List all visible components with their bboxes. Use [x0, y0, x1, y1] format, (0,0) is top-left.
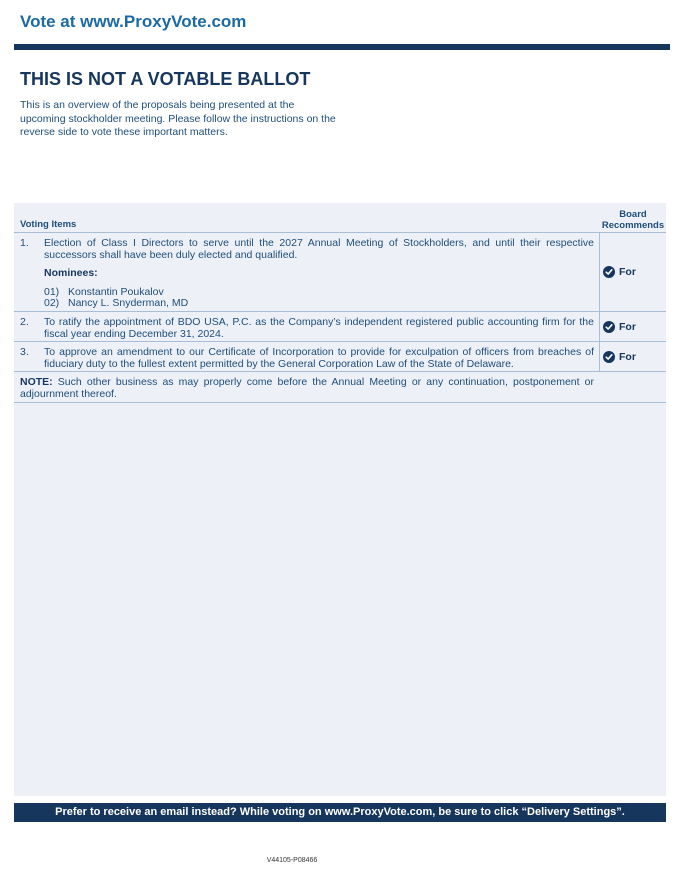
board-header-line2: Recommends	[601, 220, 665, 231]
nominee-item	[44, 297, 188, 309]
note-label: NOTE:	[20, 376, 53, 388]
nominee-number: 02)	[44, 297, 60, 309]
email-delivery-banner: Prefer to receive an email instead? While voting on www.ProxyVote.com, be sure to click “Delivery Settings”.	[14, 803, 666, 822]
recommendation-label: For	[619, 266, 636, 278]
recommendation-for	[603, 351, 636, 363]
check-circle-icon	[603, 266, 615, 278]
item-number: 3.	[20, 346, 29, 358]
nominee-name: Nancy L. Snyderman, MD	[68, 297, 189, 309]
item-text: To approve an amendment to our Certificate of Incorporation to provide for exculpation of officers from breaches of fiduciary duty to the fullest extent permitted by the General Corporation Law of the State of Delaware.	[44, 346, 594, 370]
board-header-line1: Board	[619, 209, 647, 220]
nominee-name: Konstantin Poukalov	[68, 286, 164, 298]
page-title: THIS IS NOT A VOTABLE BALLOT	[20, 69, 311, 89]
check-circle-icon	[603, 351, 615, 363]
recommendation-label: For	[619, 351, 636, 363]
recommendation-column-divider	[599, 233, 600, 371]
note-text: Such other business as may properly come before the Annual Meeting or any continuation, postponement or adjournment thereof.	[20, 376, 594, 400]
voting-items-header: Voting Items	[20, 219, 77, 230]
item-number: 2.	[20, 316, 29, 328]
header-divider	[14, 44, 670, 50]
recommendation-for	[603, 321, 636, 333]
table-header-divider	[14, 232, 666, 233]
intro-paragraph: This is an overview of the proposals being presented at the upcoming stockholder meeting. Please follow the instructions on the reverse side to vote these important matters.	[20, 99, 336, 138]
board-recommends-header	[600, 209, 666, 231]
note-paragraph	[20, 376, 594, 400]
nominee-number: 01)	[44, 286, 60, 298]
item-number: 1.	[20, 237, 29, 249]
item-text: Election of Class I Directors to serve until the 2027 Annual Meeting of Stockholders, and until their respective successors shall have been duly elected and qualified.	[44, 237, 594, 261]
row-divider	[14, 371, 666, 372]
vote-url-link[interactable]: Vote at www.ProxyVote.com	[20, 12, 247, 31]
nominees-label: Nominees:	[44, 267, 98, 279]
recommendation-for	[603, 266, 636, 278]
check-circle-icon	[603, 321, 615, 333]
recommendation-label: For	[619, 321, 636, 333]
document-code: V44105-P08466	[266, 857, 318, 864]
row-divider	[14, 311, 666, 312]
note-divider	[14, 402, 666, 403]
item-text: To ratify the appointment of BDO USA, P.C. as the Company’s independent registered public accounting firm for the fiscal year ending December 31, 2024.	[44, 316, 594, 340]
row-divider	[14, 341, 666, 342]
